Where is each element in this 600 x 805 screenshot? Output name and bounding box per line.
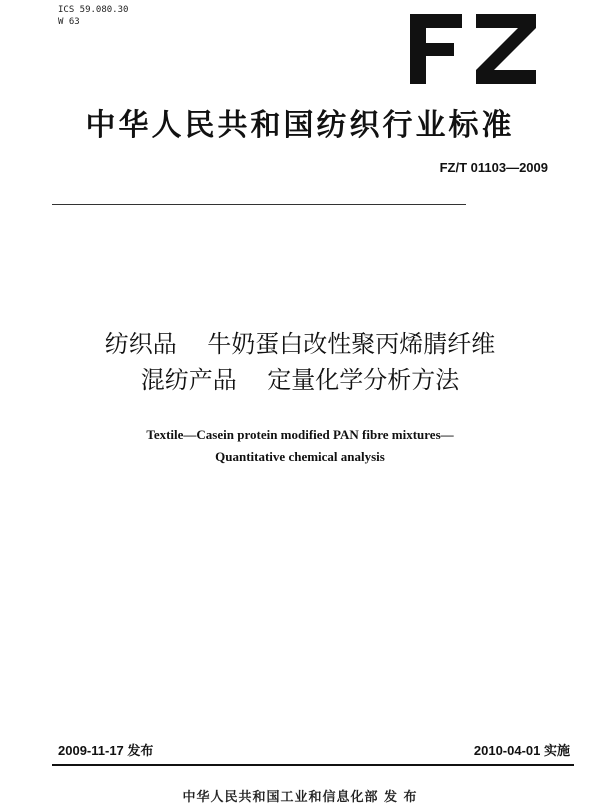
issue-date: 2009-11-17 发布 [58, 743, 154, 758]
classification-codes [58, 4, 128, 28]
category-code: W 63 [58, 17, 80, 27]
organization-title: 中华人民共和国纺织行业标准 [85, 108, 515, 143]
english-title [0, 424, 600, 468]
english-title-line-2: Quantitative chemical analysis [215, 449, 385, 464]
header-divider [52, 204, 466, 205]
footer-divider [52, 764, 574, 766]
publisher: 中华人民共和国工业和信息化部 发 布 [182, 790, 418, 805]
fz-logo [410, 14, 536, 84]
standard-number: FZ/T 01103—2009 [439, 160, 548, 175]
chinese-title [0, 326, 600, 398]
chinese-title-line-1: 纺织品 牛奶蛋白改性聚丙烯腈纤维 [104, 330, 496, 358]
implementation-date: 2010-04-01 实施 [473, 743, 570, 758]
chinese-title-line-2: 混纺产品 定量化学分析方法 [140, 366, 460, 394]
ics-code: ICS 59.080.30 [58, 5, 129, 15]
english-title-line-1: Textile—Casein protein modified PAN fibre mixtures— [146, 427, 454, 442]
